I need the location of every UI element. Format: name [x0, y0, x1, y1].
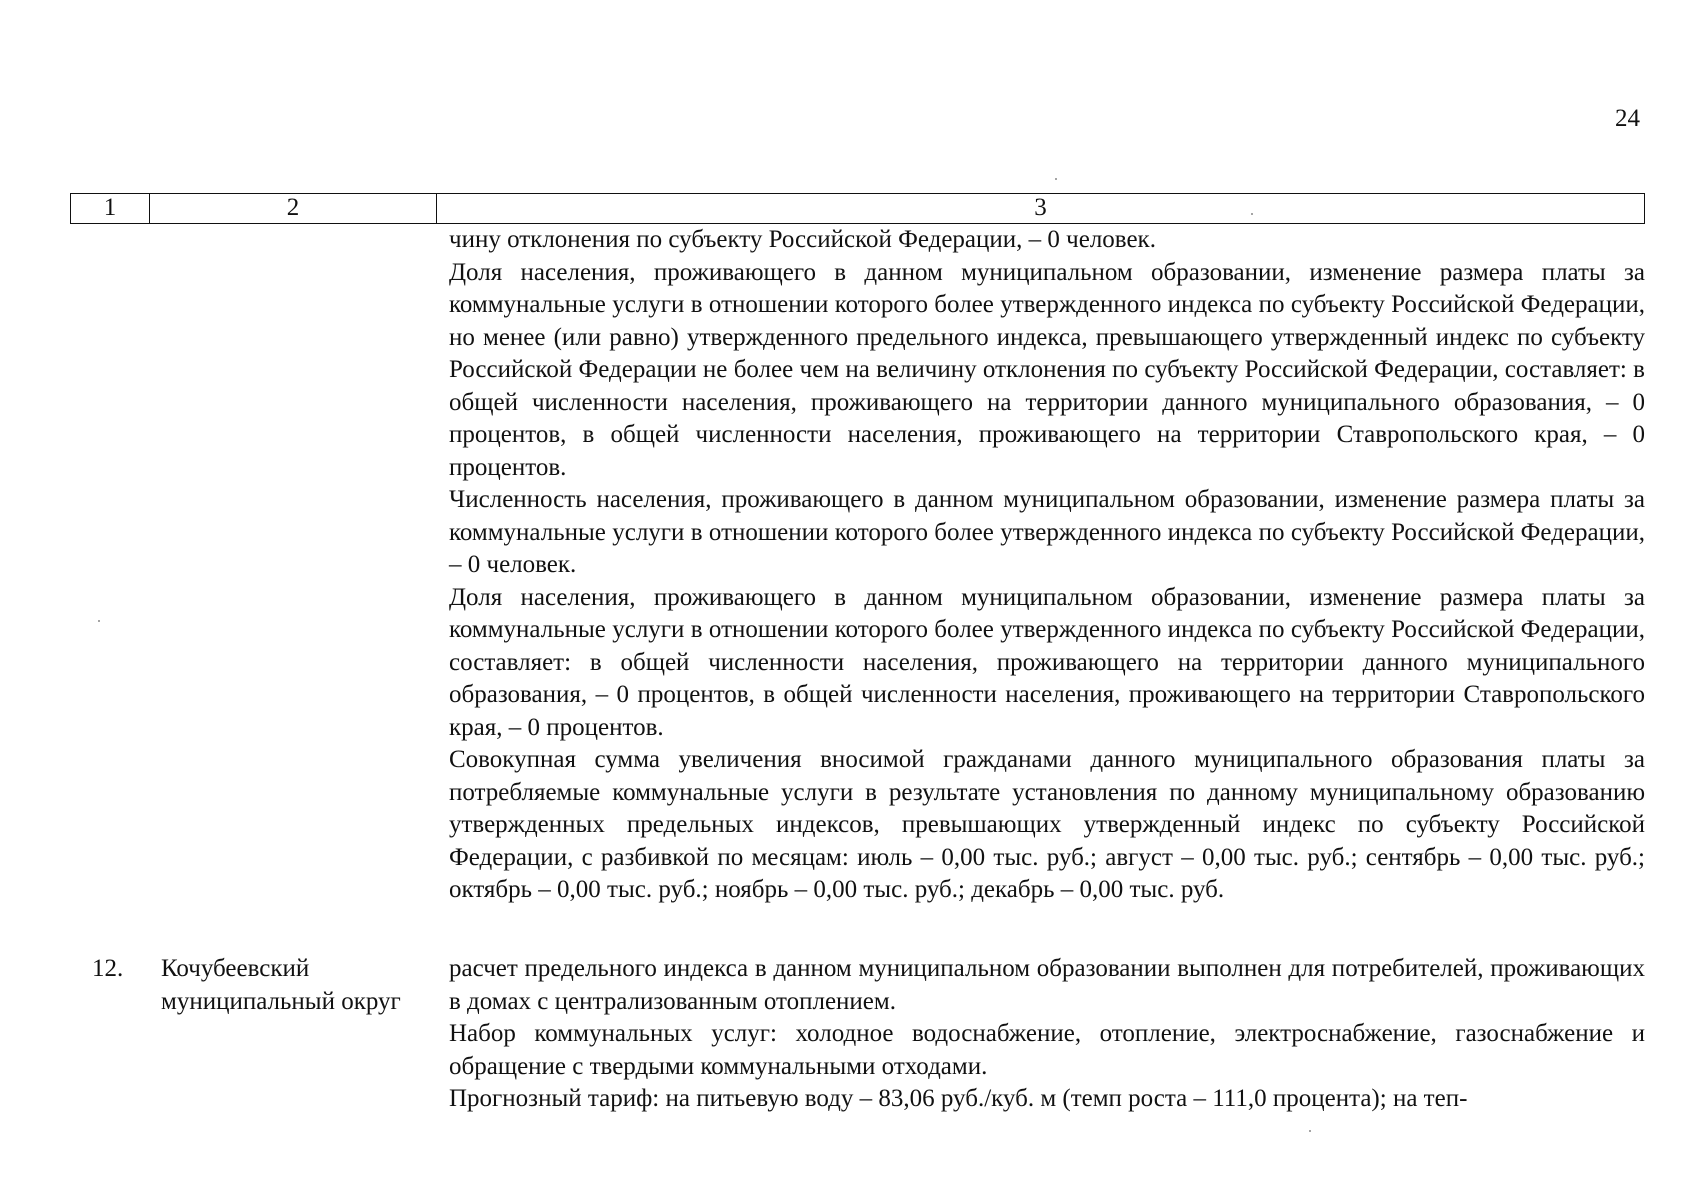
paragraph: Прогнозный тариф: на питьевую воду – 83,06 руб./куб. м (темп роста – 111,0 процента); на теп- [449, 1085, 1468, 1112]
paragraph: чину отклонения по субъекту Российской Федерации, – 0 человек. [449, 226, 1156, 253]
municipality-name: Кочубеевский муниципальный округ [161, 955, 401, 1015]
continuation-text [449, 224, 1645, 907]
scan-artifact [1251, 213, 1253, 215]
scan-artifact [1309, 1130, 1311, 1132]
scan-artifact [1055, 178, 1057, 180]
paragraph: Доля населения, проживающего в данном муниципальном образовании, изменение размера платы за коммунальные услуги в отношении которого более утвержденного индекса по субъекту Российской Федерации, но менее (или равно) утвержденного предельного индекса, превышающего утвержденный индекс по субъекту Российской Федерации не более чем на величину отклонения по субъекту Российской Федерации, составляет: в общей численности населения, проживающего на территории данного муниципального образования, – 0 процентов, в общей численности населения, проживающего на территории Ставропольского края, – 0 процентов. [449, 258, 1645, 481]
paragraph: расчет предельного индекса в данном муниципальном образовании выполнен для потребителей, проживающих в домах с централизованным отоплением. [449, 955, 1645, 1015]
paragraph: Совокупная сумма увеличения вносимой гражданами данного муниципального образования платы за потребляемые коммунальные услуги в результате установления по данному муниципальному образованию утвержденных предельных индексов, превышающих утвержденный индекс по субъекту Российской Федерации, с разбивкой по месяцам: июль – 0,00 тыс. руб.; август – 0,00 тыс. руб.; сентябрь – 0,00 тыс. руб.; октябрь – 0,00 тыс. руб.; ноябрь – 0,00 тыс. руб.; декабрь – 0,00 тыс. руб. [449, 746, 1645, 903]
paragraph: Численность населения, проживающего в данном муниципальном образовании, изменение размера платы за коммунальные услуги в отношении которого более утвержденного индекса по субъекту Российской Федерации, – 0 человек. [449, 486, 1645, 578]
paragraph: Набор коммунальных услуг: холодное водоснабжение, отопление, электроснабжение, газоснабжение и обращение с твердыми коммунальными отходами. [449, 1020, 1645, 1080]
row-12-description [449, 953, 1645, 1116]
scan-artifact [98, 620, 100, 622]
row-number: 12. [92, 955, 124, 982]
header-cell-1: 1 [71, 194, 150, 223]
header-cell-3: 3 [1034, 194, 1047, 221]
page-number: 24 [1615, 105, 1640, 132]
header-cell-2: 2 [150, 194, 437, 223]
paragraph: Доля населения, проживающего в данном муниципальном образовании, изменение размера платы за коммунальные услуги в отношении которого более утвержденного индекса по субъекту Российской Федерации, составляет: в общей численности населения, проживающего на территории данного муниципального образования, – 0 процентов, в общей численности населения, проживающего на территории Ставропольского края, – 0 процентов. [449, 583, 1645, 741]
table-header-row [70, 193, 1645, 224]
